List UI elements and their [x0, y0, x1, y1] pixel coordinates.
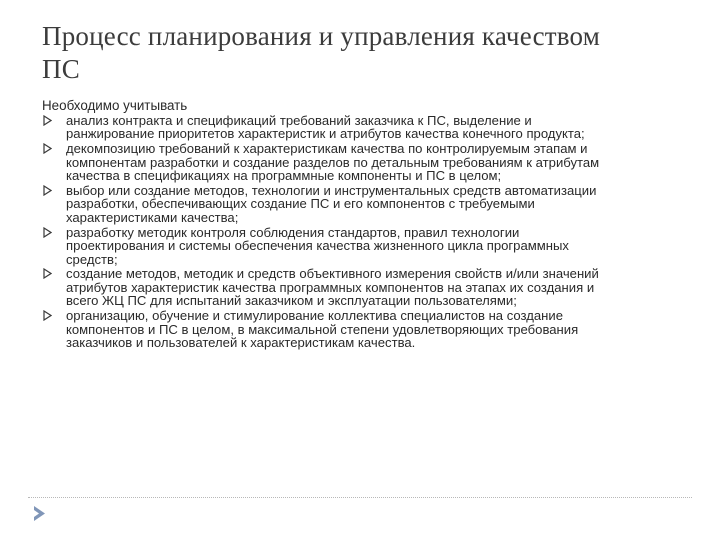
title-line-1: Процесс планирования и управления качеством — [42, 21, 600, 51]
bullet-list — [42, 114, 682, 351]
triangle-right-icon — [43, 115, 52, 126]
bullet-line: ранжирование приоритетов характеристик и атрибутов качества конечного продукта; — [66, 126, 585, 142]
bullet-line: проектирования и системы обеспечения качества жизненного цикла программных — [66, 238, 569, 254]
chevron-right-icon — [33, 505, 46, 522]
triangle-right-icon — [43, 143, 52, 154]
bullet-line: организацию, обучение и стимулирование коллектива специалистов на создание — [66, 308, 564, 324]
list-item — [42, 226, 682, 266]
bullet-line: атрибутов характеристик качества программных компонентов на этапах их создания и — [66, 279, 595, 295]
bullet-line: компонентам разработки и создание разделов по детальным требованиям к атрибутам — [66, 154, 600, 170]
list-item — [42, 309, 682, 349]
list-item — [42, 114, 682, 141]
bullet-line: создание методов, методик и средств объективного измерения свойств и/или значений — [66, 266, 599, 282]
intro-text: Необходимо учитывать — [42, 98, 188, 113]
bullet-line: анализ контракта и спецификаций требований заказчика к ПС, выделение и — [66, 113, 532, 128]
triangle-right-icon — [43, 185, 52, 196]
bullet-line: характеристиками качества; — [66, 209, 239, 225]
bullet-line: заказчиков и пользователей к характеристикам качества. — [66, 335, 416, 350]
page-title — [42, 20, 692, 86]
bullet-line: выбор или создание методов, технологии и инструментальных средств автоматизации — [66, 183, 597, 199]
list-item — [42, 267, 682, 307]
bullet-line: качества в спецификациях на программные компоненты и ПС в целом; — [66, 168, 502, 184]
bullet-line: всего ЖЦ ПС для испытаний заказчиком и эксплуатации пользователями; — [66, 293, 517, 309]
title-line-2: ПС — [42, 54, 80, 84]
triangle-right-icon — [43, 310, 52, 321]
list-item — [42, 184, 682, 224]
bullet-line: разработки, обеспечивающих создание ПС и его компонентов с требуемыми — [66, 196, 535, 212]
bullet-line: средств; — [66, 251, 118, 267]
list-item — [42, 142, 682, 182]
bullet-line: компонентов и ПС в целом, в максимальной степени удовлетворяющих требования — [66, 321, 579, 337]
footer-divider — [28, 497, 692, 498]
triangle-right-icon — [43, 268, 52, 279]
bullet-line: декомпозицию требований к характеристикам качества по контролируемым этапам и — [66, 141, 588, 157]
triangle-right-icon — [43, 227, 52, 238]
bullet-line: разработку методик контроля соблюдения стандартов, правил технологии — [66, 224, 520, 240]
